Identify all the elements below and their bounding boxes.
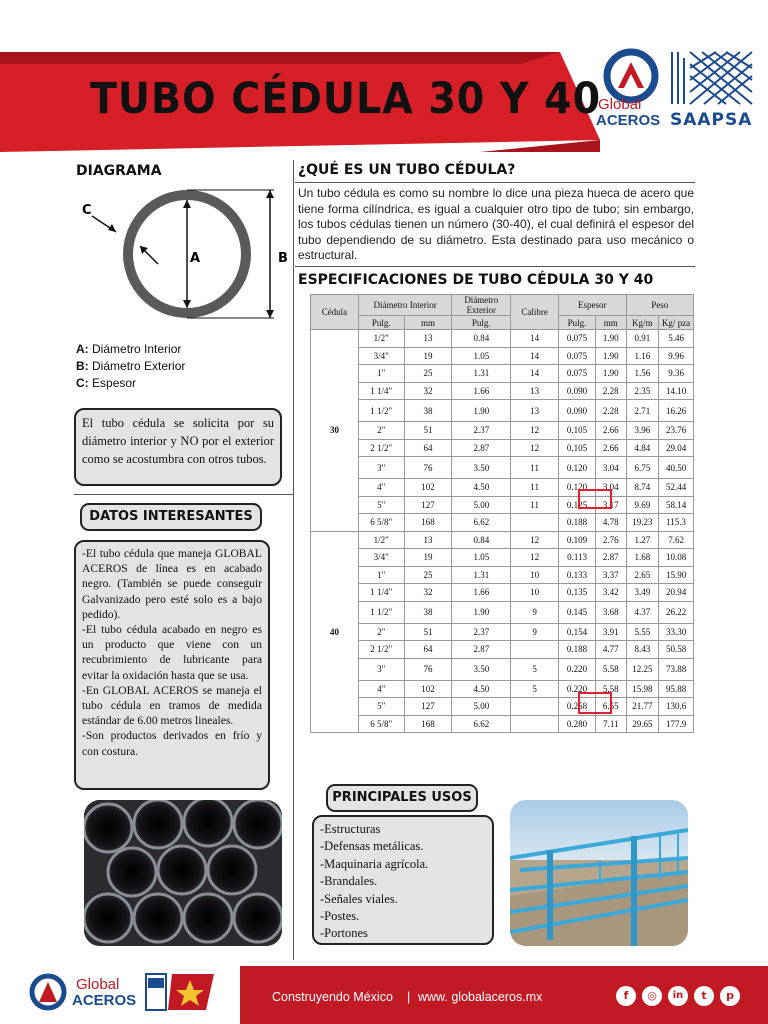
table-cell: 177.9 — [659, 715, 694, 733]
datos-paragraph: -El tubo cédula acabado en negro es un producto que viene con un recubrimiento de lubricante para evitar la oxidación hasta que se usa. — [82, 623, 262, 682]
global-logo-line1: Global — [598, 96, 642, 113]
table-cell: 115.3 — [659, 514, 694, 532]
table-cell: 2 1/2" — [358, 641, 404, 659]
table-row — [311, 330, 694, 348]
pipes-photo — [84, 800, 282, 946]
table-cell: 14 — [511, 347, 559, 365]
datos-paragraph: -El tubo cédula que maneja GLOBAL ACEROS de línea es en acabado negro. (También se puede conseguir Galvanizado pero esté solo es a bajo pedido). — [82, 547, 262, 621]
table-cell: 25 — [404, 365, 452, 383]
table-cell: 6.55 — [596, 698, 626, 716]
table-row — [311, 514, 694, 532]
global-logo-line2: ACEROS — [596, 112, 661, 129]
table-row — [311, 479, 694, 497]
table-cell: 9.96 — [659, 347, 694, 365]
table-cell: 13 — [404, 531, 452, 549]
table-cell: 2.37 — [452, 422, 511, 440]
footer-slogan: Construyendo México — [272, 990, 393, 1004]
table-cell: 38 — [404, 601, 452, 623]
table-cell: 5.55 — [626, 623, 659, 641]
table-cell: 9 — [511, 623, 559, 641]
specs-heading: ESPECIFICACIONES DE TUBO CÉDULA 30 Y 40 — [298, 272, 654, 288]
table-cell: 3.50 — [452, 658, 511, 680]
table-cell: 3.49 — [626, 584, 659, 602]
table-cell: 4.50 — [452, 479, 511, 497]
table-row — [311, 496, 694, 514]
highlight-box — [578, 692, 612, 714]
usos-heading: PRINCIPALES USOS — [326, 784, 478, 812]
table-cell: 5" — [358, 496, 404, 514]
sub-mm: mm — [596, 316, 626, 330]
table-cell: 3.68 — [596, 601, 626, 623]
table-cell: 1.90 — [596, 330, 626, 348]
sub-pulg: Pulg. — [358, 316, 404, 330]
left-divider — [74, 494, 293, 495]
legend-item: B: Diámetro Exterior — [76, 359, 186, 373]
table-cell: 1.31 — [452, 365, 511, 383]
table-cell: 1.05 — [452, 549, 511, 567]
table-cell: 3.04 — [596, 479, 626, 497]
table-cell: 19 — [404, 347, 452, 365]
table-row — [311, 566, 694, 584]
saapsa-logo-mark — [668, 48, 754, 108]
table-cell: 11 — [511, 479, 559, 497]
table-cell: 102 — [404, 680, 452, 698]
table-cell: 15.90 — [659, 566, 694, 584]
table-cell: 0.113 — [559, 549, 596, 567]
saapsa-logo-text: SAAPSA — [670, 110, 753, 130]
table-row — [311, 623, 694, 641]
table-cell: 102 — [404, 479, 452, 497]
spec-body — [311, 330, 694, 733]
uso-item: -Estructuras — [320, 822, 381, 836]
table-cell: 1 1/4" — [358, 382, 404, 400]
table-row — [311, 698, 694, 716]
table-cell: 2.66 — [596, 422, 626, 440]
table-cell: 0.090 — [559, 400, 596, 422]
legend-item: A: Diámetro Interior — [76, 342, 182, 356]
sub-kgm: Kg/m — [626, 316, 659, 330]
table-cell: 2.76 — [596, 531, 626, 549]
table-cell: 6.62 — [452, 514, 511, 532]
table-cell: 2.65 — [626, 566, 659, 584]
table-cell: 1.90 — [596, 347, 626, 365]
table-cell: 0.258 — [559, 698, 596, 716]
table-cell: 0.145 — [559, 601, 596, 623]
label-a: A — [190, 251, 201, 266]
table-cell: 1.66 — [452, 382, 511, 400]
table-cell: 95.88 — [659, 680, 694, 698]
table-cell: 50.58 — [659, 641, 694, 659]
table-cell: 0.075 — [559, 330, 596, 348]
table-cell: 19 — [404, 549, 452, 567]
datos-paragraph: -Son productos derivados en frío y con costura. — [82, 729, 262, 758]
table-cell: 4.78 — [596, 514, 626, 532]
table-row — [311, 347, 694, 365]
table-cell: 1.90 — [596, 365, 626, 383]
que-underline — [295, 182, 695, 183]
table-cell: 16.26 — [659, 400, 694, 422]
datos-heading: DATOS INTERESANTES — [80, 503, 262, 531]
table-cell: 52.44 — [659, 479, 694, 497]
cedula-cell: 30 — [311, 330, 359, 532]
table-cell — [511, 641, 559, 659]
table-cell: 9.69 — [626, 496, 659, 514]
table-cell: 4.50 — [452, 680, 511, 698]
table-cell: 2.71 — [626, 400, 659, 422]
que-heading: ¿QUÉ ES UN TUBO CÉDULA? — [298, 162, 516, 178]
table-cell: 0.188 — [559, 514, 596, 532]
table-cell: 1 1/2" — [358, 601, 404, 623]
table-cell: 1" — [358, 566, 404, 584]
table-cell: 12 — [511, 439, 559, 457]
table-cell: 12.25 — [626, 658, 659, 680]
table-cell: 0.075 — [559, 365, 596, 383]
table-cell: 2.87 — [452, 641, 511, 659]
table-row — [311, 549, 694, 567]
table-cell: 38 — [404, 400, 452, 422]
table-cell: 1" — [358, 365, 404, 383]
table-cell: 1/2" — [358, 330, 404, 348]
table-cell: 2.87 — [596, 549, 626, 567]
cedula-cell: 40 — [311, 531, 359, 733]
table-cell: 1.56 — [626, 365, 659, 383]
table-cell — [511, 514, 559, 532]
table-row — [311, 680, 694, 698]
table-cell: 3/4" — [358, 549, 404, 567]
fence-photo — [510, 800, 688, 946]
table-cell: 29.04 — [659, 439, 694, 457]
table-cell: 1.05 — [452, 347, 511, 365]
table-cell: 2.28 — [596, 400, 626, 422]
twitter-icon[interactable]: t — [694, 986, 714, 1006]
table-cell: 2 1/2" — [358, 439, 404, 457]
table-cell: 0.84 — [452, 531, 511, 549]
table-cell: 1.90 — [452, 601, 511, 623]
table-cell: 2" — [358, 422, 404, 440]
table-cell: 4.77 — [596, 641, 626, 659]
table-cell: 76 — [404, 457, 452, 479]
table-cell: 5.00 — [452, 496, 511, 514]
table-cell: 2.66 — [596, 439, 626, 457]
uso-item: -Brandales. — [320, 874, 378, 889]
table-cell: 5.58 — [596, 680, 626, 698]
table-cell: 0.280 — [559, 715, 596, 733]
table-cell: 0.105 — [559, 422, 596, 440]
footer-logo-line1: Global — [76, 976, 120, 993]
table-cell: 8.43 — [626, 641, 659, 659]
table-cell: 2.35 — [626, 382, 659, 400]
table-cell: 21.77 — [626, 698, 659, 716]
table-cell: 4" — [358, 479, 404, 497]
facebook-icon[interactable]: f — [616, 986, 636, 1006]
col-espesor: Espesor — [559, 295, 626, 316]
table-cell: 2.87 — [452, 439, 511, 457]
table-cell: 20.94 — [659, 584, 694, 602]
table-cell: 3.91 — [596, 623, 626, 641]
table-row — [311, 400, 694, 422]
table-cell: 76 — [404, 658, 452, 680]
page-title: TUBO CÉDULA 30 Y 40 — [90, 74, 602, 124]
diagrama-heading: DIAGRAMA — [76, 163, 162, 179]
table-row — [311, 601, 694, 623]
table-cell: 33.30 — [659, 623, 694, 641]
uso-item: -Maquinaria agrícola. — [320, 856, 429, 871]
table-cell: 0.91 — [626, 330, 659, 348]
col-cedula: Cédula — [311, 295, 359, 330]
table-cell: 1.90 — [452, 400, 511, 422]
label-b: B — [278, 251, 288, 266]
pinterest-icon[interactable]: p — [720, 986, 740, 1006]
sub-pulg: Pulg. — [559, 316, 596, 330]
table-cell: 0.188 — [559, 641, 596, 659]
footer-logo-line2: ACEROS — [72, 992, 137, 1009]
table-cell: 11 — [511, 457, 559, 479]
table-cell: 23.76 — [659, 422, 694, 440]
table-cell: 3.50 — [452, 457, 511, 479]
table-row — [311, 457, 694, 479]
linkedin-icon[interactable]: in — [668, 986, 688, 1006]
sub-mm: mm — [404, 316, 452, 330]
sub-pulg: Pulg. — [452, 316, 511, 330]
table-cell: 5.00 — [452, 698, 511, 716]
table-cell: 7.11 — [596, 715, 626, 733]
table-cell: 13 — [511, 382, 559, 400]
table-cell: 12 — [511, 422, 559, 440]
table-cell: 130.6 — [659, 698, 694, 716]
col-calibre: Calibre — [511, 295, 559, 330]
table-cell: 26.22 — [659, 601, 694, 623]
table-cell: 168 — [404, 715, 452, 733]
label-c: C — [82, 203, 92, 218]
table-cell: 1 1/2" — [358, 400, 404, 422]
table-cell: 0.109 — [559, 531, 596, 549]
table-cell: 168 — [404, 514, 452, 532]
table-cell: 1.16 — [626, 347, 659, 365]
table-cell: 3" — [358, 457, 404, 479]
spec-table — [310, 294, 694, 733]
table-cell: 40.50 — [659, 457, 694, 479]
table-cell: 0.105 — [559, 439, 596, 457]
table-cell: 9.36 — [659, 365, 694, 383]
table-cell: 3/4" — [358, 347, 404, 365]
table-cell — [511, 715, 559, 733]
pipe-diagram — [74, 182, 294, 332]
table-cell: 9 — [511, 601, 559, 623]
table-cell: 127 — [404, 698, 452, 716]
table-cell: 5 — [511, 658, 559, 680]
table-cell: 5.46 — [659, 330, 694, 348]
highlight-box — [578, 489, 612, 509]
table-cell: 2.28 — [596, 382, 626, 400]
uso-item: -Postes. — [320, 909, 360, 924]
table-cell: 10.08 — [659, 549, 694, 567]
instagram-icon[interactable]: ◎ — [642, 986, 662, 1006]
que-text: Un tubo cédula es como su nombre lo dice una pieza hueca de acero que tiene forma cilíndrica, es igual a cualquier otro tipo de tubo; sin embargo, los tubos cédulas tienen un número (30-40), el cual definirá el espesor del tubo dependiendo de su diámetro. Esta destinado para uso mecánico o estructural. — [298, 186, 694, 262]
table-cell: 13 — [404, 330, 452, 348]
datos-paragraph: -En GLOBAL ACEROS se maneja el tubo cédula en tramos de medida estándar de 6.00 metros lineales. — [82, 683, 262, 728]
table-cell: 19.23 — [626, 514, 659, 532]
table-cell: 2.37 — [452, 623, 511, 641]
table-cell: 10 — [511, 566, 559, 584]
table-cell: 73.88 — [659, 658, 694, 680]
diagram-legend — [76, 342, 185, 393]
table-cell: 0.154 — [559, 623, 596, 641]
col-diam-int: Diámetro Interior — [358, 295, 452, 316]
table-cell: 5.58 — [596, 658, 626, 680]
table-cell: 0.120 — [559, 457, 596, 479]
table-cell: 0.135 — [559, 584, 596, 602]
table-cell: 3.42 — [596, 584, 626, 602]
table-cell: 4" — [358, 680, 404, 698]
table-cell: 14.10 — [659, 382, 694, 400]
header-logos — [590, 40, 768, 140]
uso-item: -Defensas metálicas. — [320, 839, 424, 854]
table-cell: 58.14 — [659, 496, 694, 514]
table-cell: 6 5/8" — [358, 514, 404, 532]
table-cell: 0.220 — [559, 658, 596, 680]
table-cell: 32 — [404, 382, 452, 400]
table-cell: 0.120 — [559, 479, 596, 497]
table-row — [311, 422, 694, 440]
table-cell: 6 5/8" — [358, 715, 404, 733]
table-cell: 0.84 — [452, 330, 511, 348]
table-cell: 4.37 — [626, 601, 659, 623]
table-cell: 32 — [404, 584, 452, 602]
table-cell: 0.125 — [559, 496, 596, 514]
table-cell: 0.220 — [559, 680, 596, 698]
table-cell: 0.075 — [559, 347, 596, 365]
usos-box — [312, 815, 494, 945]
table-row — [311, 382, 694, 400]
table-cell: 64 — [404, 641, 452, 659]
table-row — [311, 439, 694, 457]
table-cell: 2" — [358, 623, 404, 641]
table-cell: 4.84 — [626, 439, 659, 457]
table-cell: 3" — [358, 658, 404, 680]
col-diam-ext: Diámetro Exterior — [452, 295, 511, 316]
table-cell: 15.98 — [626, 680, 659, 698]
table-cell: 3.17 — [596, 496, 626, 514]
uso-item: -Portones — [320, 926, 368, 941]
table-cell: 1 1/4" — [358, 584, 404, 602]
table-cell: 3.96 — [626, 422, 659, 440]
datos-box — [74, 540, 270, 790]
footer-url[interactable]: www. globalaceros.mx — [418, 990, 543, 1004]
note-box: El tubo cédula se solicita por su diámetro interior y NO por el exterior como se acostumbra con otros tubos. — [74, 408, 282, 486]
table-cell: 51 — [404, 422, 452, 440]
table-cell: 1.31 — [452, 566, 511, 584]
sub-kgpza: Kg/ pza — [659, 316, 694, 330]
table-cell: 6.75 — [626, 457, 659, 479]
table-cell: 7.62 — [659, 531, 694, 549]
table-cell: 29.65 — [626, 715, 659, 733]
footer-separator: | — [407, 990, 411, 1004]
table-row — [311, 641, 694, 659]
table-cell: 1/2" — [358, 531, 404, 549]
table-cell: 6.62 — [452, 715, 511, 733]
table-cell: 10 — [511, 584, 559, 602]
table-cell: 1.68 — [626, 549, 659, 567]
table-cell: 25 — [404, 566, 452, 584]
table-cell: 1.66 — [452, 584, 511, 602]
table-cell: 127 — [404, 496, 452, 514]
table-cell: 64 — [404, 439, 452, 457]
uso-item: -Señales viales. — [320, 891, 398, 906]
table-cell: 3.37 — [596, 566, 626, 584]
table-cell: 0.090 — [559, 382, 596, 400]
table-cell: 12 — [511, 549, 559, 567]
table-row — [311, 584, 694, 602]
specs-divider — [295, 266, 695, 267]
table-cell: 11 — [511, 496, 559, 514]
table-cell: 0.133 — [559, 566, 596, 584]
table-cell: 1.27 — [626, 531, 659, 549]
table-row — [311, 658, 694, 680]
table-row — [311, 715, 694, 733]
col-peso: Peso — [626, 295, 694, 316]
table-cell: 5 — [511, 680, 559, 698]
table-cell — [511, 698, 559, 716]
legend-item: C: Espesor — [76, 376, 137, 390]
table-cell: 14 — [511, 365, 559, 383]
table-cell: 14 — [511, 330, 559, 348]
table-cell: 5" — [358, 698, 404, 716]
table-row — [311, 365, 694, 383]
table-row — [311, 531, 694, 549]
table-cell: 13 — [511, 400, 559, 422]
table-cell: 8.74 — [626, 479, 659, 497]
table-cell: 12 — [511, 531, 559, 549]
table-cell: 3.04 — [596, 457, 626, 479]
table-cell: 51 — [404, 623, 452, 641]
